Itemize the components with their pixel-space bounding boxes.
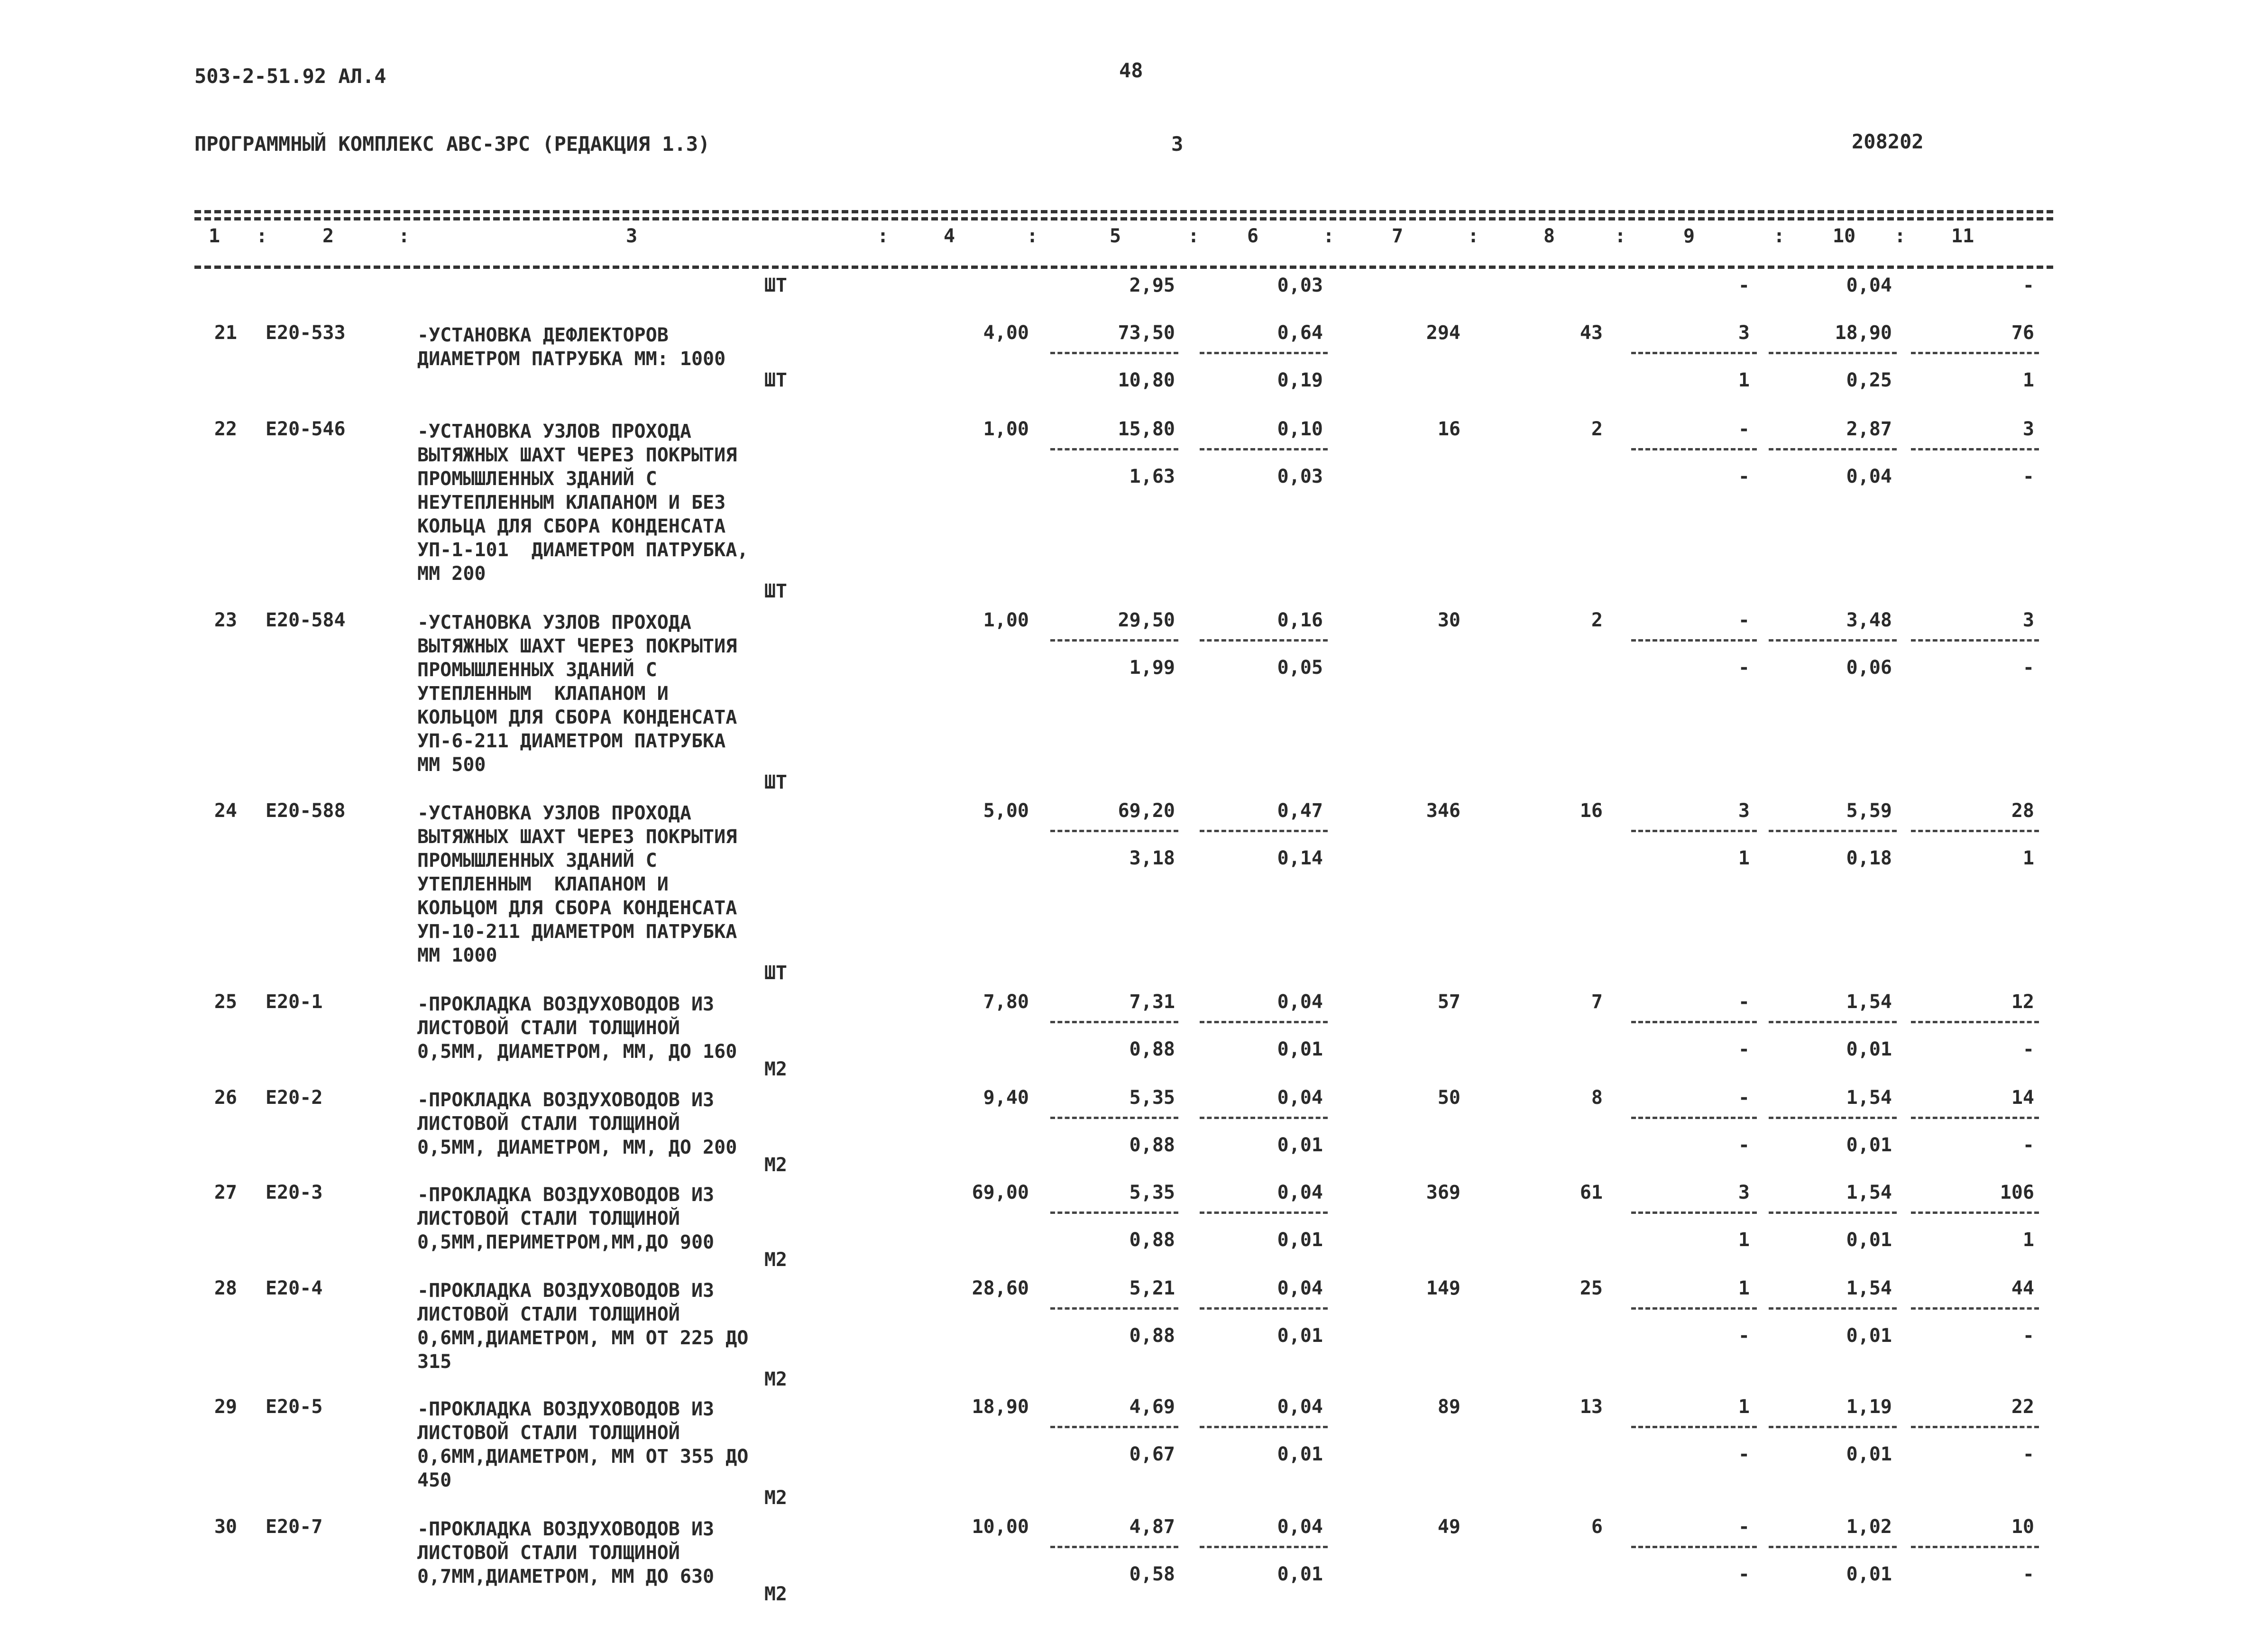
cell-c6-divider <box>1200 1546 1328 1548</box>
cell-c4-quantity: 28,60 <box>972 1277 1029 1299</box>
cell-c9-divider <box>1631 1426 1757 1428</box>
cell-c5-divider <box>1050 1307 1178 1310</box>
description-line: 315 <box>417 1351 452 1373</box>
description-line: 0,7ММ,ДИАМЕТРОМ, ММ ДО 630 <box>417 1566 715 1588</box>
cell-c11-divider <box>1911 1117 2039 1119</box>
cell-c5-wage: 0,58 <box>1129 1563 1175 1585</box>
cell-c11-second: - <box>2022 1134 2034 1156</box>
description-line: УП-6-211 ДИАМЕТРОМ ПАТРУБКА <box>417 730 726 752</box>
unit-label: М2 <box>764 1249 787 1271</box>
cell-c10-second: 0,01 <box>1846 1325 1892 1347</box>
column-separator: : <box>1894 225 1906 247</box>
cell-c9-second: - <box>1738 1443 1750 1465</box>
cell-c11: 28 <box>2011 800 2034 822</box>
cell-c11-divider <box>1911 352 2039 354</box>
row-number: 30 <box>214 1516 237 1538</box>
unit-label: ШТ <box>764 580 787 602</box>
description-line: -УСТАНОВКА УЗЛОВ ПРОХОДА <box>417 421 691 442</box>
column-header-11: 11 <box>1951 225 1974 247</box>
document-number: 208202 <box>1852 130 1924 153</box>
cell-c5-unit-cost: 5,35 <box>1129 1182 1175 1203</box>
description-line: 0,6ММ,ДИАМЕТРОМ, ММ ОТ 225 ДО <box>417 1327 749 1349</box>
cell-c4-quantity: 69,00 <box>972 1182 1029 1203</box>
cell-c4-quantity: 7,80 <box>983 991 1029 1013</box>
table-top-rule-2 <box>194 217 2053 220</box>
cell-c5-wage: 0,67 <box>1129 1443 1175 1465</box>
cell-c10-second: 0,18 <box>1846 847 1892 869</box>
cell-c6: 0,64 <box>1277 322 1323 344</box>
table-top-rule <box>194 210 2053 213</box>
cell-c9: - <box>1738 609 1750 631</box>
cell-c6-divider <box>1200 1426 1328 1428</box>
cell-c5-divider <box>1050 639 1178 642</box>
cell-c10: 1,54 <box>1846 1277 1892 1299</box>
description-line: УП-1-101 ДИАМЕТРОМ ПАТРУБКА, <box>417 539 749 561</box>
cell-c9-divider <box>1631 1117 1757 1119</box>
row-number: 29 <box>214 1396 237 1418</box>
cell-c10: 1,02 <box>1846 1516 1892 1538</box>
cell-c11: 14 <box>2011 1087 2034 1109</box>
cell-c6-second: 0,01 <box>1277 1563 1323 1585</box>
cell-c6: 0,03 <box>1277 275 1323 296</box>
cell-c11-divider <box>1911 1211 2039 1214</box>
cell-c5-divider <box>1050 830 1178 832</box>
row-number: 25 <box>214 991 237 1013</box>
cell-c6-second: 0,05 <box>1277 657 1323 679</box>
row-number: 21 <box>214 322 237 344</box>
cell-c6-divider <box>1200 448 1328 450</box>
cell-c11-divider <box>1911 639 2039 642</box>
description-line: УТЕПЛЕННЫМ КЛАПАНОМ И <box>417 683 669 705</box>
cell-c5: 2,95 <box>1129 275 1175 296</box>
cell-c10-divider <box>1769 830 1897 832</box>
cell-c10-divider <box>1769 1117 1897 1119</box>
description-line: НЕУТЕПЛЕННЫМ КЛАПАНОМ И БЕЗ <box>417 492 726 514</box>
cell-c7-total: 346 <box>1426 800 1460 822</box>
description-line: -УСТАНОВКА ДЕФЛЕКТОРОВ <box>417 324 669 346</box>
column-header-7: 7 <box>1392 225 1404 247</box>
column-separator: : <box>256 225 268 247</box>
cell-c11-second: 1 <box>2022 1229 2034 1251</box>
cell-c8: 25 <box>1579 1277 1603 1299</box>
cell-c6-second: 0,14 <box>1277 847 1323 869</box>
cell-c8: 43 <box>1579 322 1603 344</box>
cell-c4-quantity: 9,40 <box>983 1087 1029 1109</box>
cell-c10-second: 0,01 <box>1846 1563 1892 1585</box>
cell-c11: 76 <box>2011 322 2034 344</box>
description-line: -ПРОКЛАДКА ВОЗДУХОВОДОВ ИЗ <box>417 1518 715 1540</box>
cell-c11-second: - <box>2022 466 2034 487</box>
description-line: -ПРОКЛАДКА ВОЗДУХОВОДОВ ИЗ <box>417 1398 715 1420</box>
column-header-4: 4 <box>944 225 955 247</box>
cell-c6-second: 0,03 <box>1277 466 1323 487</box>
column-header-5: 5 <box>1110 225 1121 247</box>
cell-c6-second: 0,01 <box>1277 1229 1323 1251</box>
cell-c11: - <box>2022 275 2034 296</box>
column-separator: : <box>1615 225 1626 247</box>
description-line: ММ 500 <box>417 754 486 776</box>
column-header-2: 2 <box>322 225 334 247</box>
unit-label: М2 <box>764 1058 787 1080</box>
cell-c4-quantity: 1,00 <box>983 418 1029 440</box>
column-separator: : <box>1773 225 1785 247</box>
cell-c11-second: - <box>2022 1443 2034 1465</box>
cell-c10-divider <box>1769 1021 1897 1023</box>
rate-code: Е20-584 <box>266 609 346 631</box>
cell-c10-divider <box>1769 1307 1897 1310</box>
cell-c9-divider <box>1631 1021 1757 1023</box>
cell-c7-total: 49 <box>1437 1516 1460 1538</box>
cell-c7-total: 50 <box>1437 1087 1460 1109</box>
cell-c6: 0,04 <box>1277 991 1323 1013</box>
cell-c11-second: - <box>2022 657 2034 679</box>
cell-c6-second: 0,01 <box>1277 1443 1323 1465</box>
cell-c5-unit-cost: 5,35 <box>1129 1087 1175 1109</box>
cell-c8: 8 <box>1591 1087 1603 1109</box>
rate-code: Е20-2 <box>266 1087 323 1109</box>
cell-c11-divider <box>1911 448 2039 450</box>
description-line: УП-10-211 ДИАМЕТРОМ ПАТРУБКА <box>417 921 737 943</box>
description-line: ЛИСТОВОЙ СТАЛИ ТОЛЩИНОЙ <box>417 1208 680 1230</box>
unit-label: М2 <box>764 1487 787 1509</box>
cell-c6-divider <box>1200 1307 1328 1310</box>
cell-c9: - <box>1738 1516 1750 1538</box>
cell-c4-quantity: 5,00 <box>983 800 1029 822</box>
column-header-1: 1 <box>209 225 220 247</box>
row-number: 22 <box>214 418 237 440</box>
column-separator: : <box>1188 225 1200 247</box>
unit-label: ШТ <box>764 275 787 296</box>
unit-label: ШТ <box>764 369 787 391</box>
description-line: УТЕПЛЕННЫМ КЛАПАНОМ И <box>417 873 669 895</box>
cell-c5-wage: 0,88 <box>1129 1325 1175 1347</box>
cell-c9-divider <box>1631 448 1757 450</box>
cell-c9: - <box>1738 418 1750 440</box>
cell-c6: 0,04 <box>1277 1516 1323 1538</box>
cell-c10: 1,54 <box>1846 1182 1892 1203</box>
column-separator: : <box>1323 225 1335 247</box>
cell-c11-divider <box>1911 1426 2039 1428</box>
cell-c5-unit-cost: 69,20 <box>1118 800 1175 822</box>
cell-c11-second: - <box>2022 1038 2034 1060</box>
column-header-3: 3 <box>626 225 638 247</box>
cell-c10: 1,54 <box>1846 1087 1892 1109</box>
cell-c5-unit-cost: 7,31 <box>1129 991 1175 1013</box>
cell-c10: 5,59 <box>1846 800 1892 822</box>
page-number: 48 <box>1119 59 1143 82</box>
cell-c11-divider <box>1911 1307 2039 1310</box>
description-line: 0,6ММ,ДИАМЕТРОМ, ММ ОТ 355 ДО <box>417 1446 749 1468</box>
cell-c6-divider <box>1200 1211 1328 1214</box>
description-line: ВЫТЯЖНЫХ ШАХТ ЧЕРЕЗ ПОКРЫТИЯ <box>417 635 737 657</box>
cell-c11: 10 <box>2011 1516 2034 1538</box>
cell-c6-divider <box>1200 639 1328 642</box>
description-line: ВЫТЯЖНЫХ ШАХТ ЧЕРЕЗ ПОКРЫТИЯ <box>417 444 737 466</box>
column-header-8: 8 <box>1543 225 1555 247</box>
description-line: ПРОМЫШЛЕННЫХ ЗДАНИЙ С <box>417 468 657 490</box>
cell-c5-wage: 0,88 <box>1129 1229 1175 1251</box>
unit-label: М2 <box>764 1368 787 1390</box>
cell-c5-wage: 1,63 <box>1129 466 1175 487</box>
rate-code: Е20-3 <box>266 1182 323 1203</box>
cell-c7-total: 30 <box>1437 609 1460 631</box>
cell-c9-divider <box>1631 1307 1757 1310</box>
cell-c5-wage: 10,80 <box>1118 369 1175 391</box>
cell-c7-total: 149 <box>1426 1277 1460 1299</box>
cell-c5-unit-cost: 29,50 <box>1118 609 1175 631</box>
cell-c10-divider <box>1769 639 1897 642</box>
cell-c10-second: 0,01 <box>1846 1443 1892 1465</box>
description-line: КОЛЬЦОМ ДЛЯ СБОРА КОНДЕНСАТА <box>417 897 737 919</box>
cell-c10-divider <box>1769 1546 1897 1548</box>
cell-c11-divider <box>1911 1021 2039 1023</box>
column-header-6: 6 <box>1247 225 1259 247</box>
description-line: 0,5ММ, ДИАМЕТРОМ, ММ, ДО 160 <box>417 1041 737 1063</box>
cell-c5-divider <box>1050 1021 1178 1023</box>
unit-label: ШТ <box>764 962 787 984</box>
description-line: 450 <box>417 1469 452 1491</box>
cell-c9-second: - <box>1738 1325 1750 1347</box>
column-separator: : <box>398 225 410 247</box>
cell-c10-second: 0,01 <box>1846 1038 1892 1060</box>
cell-c11: 22 <box>2011 1396 2034 1418</box>
description-line: КОЛЬЦОМ ДЛЯ СБОРА КОНДЕНСАТА <box>417 707 737 728</box>
cell-c9-second: 1 <box>1738 1229 1750 1251</box>
cell-c5-unit-cost: 73,50 <box>1118 322 1175 344</box>
description-line: -ПРОКЛАДКА ВОЗДУХОВОДОВ ИЗ <box>417 1184 715 1206</box>
cell-c11: 3 <box>2022 418 2034 440</box>
description-line: -ПРОКЛАДКА ВОЗДУХОВОДОВ ИЗ <box>417 993 715 1015</box>
cell-c5-divider <box>1050 448 1178 450</box>
cell-c5-divider <box>1050 1426 1178 1428</box>
description-line: ПРОМЫШЛЕННЫХ ЗДАНИЙ С <box>417 850 657 872</box>
cell-c6-divider <box>1200 1021 1328 1023</box>
row-number: 23 <box>214 609 237 631</box>
cell-c6-divider <box>1200 1117 1328 1119</box>
cell-c8: 6 <box>1591 1516 1603 1538</box>
unit-label: М2 <box>764 1154 787 1176</box>
description-line: ПРОМЫШЛЕННЫХ ЗДАНИЙ С <box>417 659 657 681</box>
cell-c6-second: 0,01 <box>1277 1038 1323 1060</box>
cell-c9: - <box>1738 275 1750 296</box>
cell-c6: 0,47 <box>1277 800 1323 822</box>
description-line: -УСТАНОВКА УЗЛОВ ПРОХОДА <box>417 612 691 633</box>
cell-c9-second: 1 <box>1738 369 1750 391</box>
cell-c9-second: - <box>1738 466 1750 487</box>
cell-c5-divider <box>1050 1117 1178 1119</box>
rate-code: Е20-5 <box>266 1396 323 1418</box>
cell-c10-second: 0,01 <box>1846 1134 1892 1156</box>
cell-c6-divider <box>1200 830 1328 832</box>
description-line: ЛИСТОВОЙ СТАЛИ ТОЛЩИНОЙ <box>417 1422 680 1444</box>
description-line: ММ 200 <box>417 563 486 585</box>
cell-c5-unit-cost: 4,69 <box>1129 1396 1175 1418</box>
cell-c5-divider <box>1050 1546 1178 1548</box>
cell-c9: 3 <box>1738 322 1750 344</box>
cell-c9-divider <box>1631 830 1757 832</box>
cell-c5-wage: 1,99 <box>1129 657 1175 679</box>
unit-label: М2 <box>764 1583 787 1605</box>
cell-c8: 13 <box>1579 1396 1603 1418</box>
cell-c7-total: 16 <box>1437 418 1460 440</box>
description-line: -ПРОКЛАДКА ВОЗДУХОВОДОВ ИЗ <box>417 1089 715 1111</box>
cell-c9: 1 <box>1738 1396 1750 1418</box>
section-number: 3 <box>1171 132 1184 156</box>
cell-c10: 1,19 <box>1846 1396 1892 1418</box>
cell-c10-divider <box>1769 1426 1897 1428</box>
rate-code: Е20-4 <box>266 1277 323 1299</box>
column-header-10: 10 <box>1833 225 1856 247</box>
cell-c6-second: 0,19 <box>1277 369 1323 391</box>
cell-c6: 0,04 <box>1277 1277 1323 1299</box>
row-number: 26 <box>214 1087 237 1109</box>
document-code: 503-2-51.92 АЛ.4 <box>194 64 386 88</box>
table-header-rule <box>194 266 2053 269</box>
cell-c8: 2 <box>1591 418 1603 440</box>
description-line: ДИАМЕТРОМ ПАТРУБКА ММ: 1000 <box>417 348 726 370</box>
description-line: -УСТАНОВКА УЗЛОВ ПРОХОДА <box>417 802 691 824</box>
row-number: 24 <box>214 800 237 822</box>
cell-c9-divider <box>1631 639 1757 642</box>
cell-c10: 1,54 <box>1846 991 1892 1013</box>
cell-c7-total: 369 <box>1426 1182 1460 1203</box>
cell-c7-total: 57 <box>1437 991 1460 1013</box>
cell-c5-divider <box>1050 352 1178 354</box>
cell-c6-second: 0,01 <box>1277 1325 1323 1347</box>
cell-c5-wage: 3,18 <box>1129 847 1175 869</box>
cell-c9: - <box>1738 1087 1750 1109</box>
description-line: ЛИСТОВОЙ СТАЛИ ТОЛЩИНОЙ <box>417 1113 680 1135</box>
cell-c5-wage: 0,88 <box>1129 1134 1175 1156</box>
cell-c9-divider <box>1631 1211 1757 1214</box>
cell-c6: 0,04 <box>1277 1087 1323 1109</box>
cell-c6: 0,04 <box>1277 1182 1323 1203</box>
description-line: ЛИСТОВОЙ СТАЛИ ТОЛЩИНОЙ <box>417 1542 680 1564</box>
description-line: -ПРОКЛАДКА ВОЗДУХОВОДОВ ИЗ <box>417 1280 715 1302</box>
cell-c11: 106 <box>2000 1182 2034 1203</box>
cell-c11-second: - <box>2022 1563 2034 1585</box>
cell-c5-unit-cost: 4,87 <box>1129 1516 1175 1538</box>
cell-c9: 3 <box>1738 1182 1750 1203</box>
cell-c5-unit-cost: 5,21 <box>1129 1277 1175 1299</box>
cell-c8: 2 <box>1591 609 1603 631</box>
cell-c11-divider <box>1911 1546 2039 1548</box>
cell-c6: 0,16 <box>1277 609 1323 631</box>
description-line: ВЫТЯЖНЫХ ШАХТ ЧЕРЕЗ ПОКРЫТИЯ <box>417 826 737 848</box>
cell-c6: 0,04 <box>1277 1396 1323 1418</box>
description-line: ММ 1000 <box>417 945 497 966</box>
cell-c11: 3 <box>2022 609 2034 631</box>
cell-c6: 0,10 <box>1277 418 1323 440</box>
cell-c9-second: 1 <box>1738 847 1750 869</box>
cell-c11: 12 <box>2011 991 2034 1013</box>
cell-c5-wage: 0,88 <box>1129 1038 1175 1060</box>
column-separator: : <box>1027 225 1038 247</box>
program-title: ПРОГРАММНЫЙ КОМПЛЕКС АВС-ЗРС (РЕДАКЦИЯ 1.3) <box>194 132 710 156</box>
cell-c10-divider <box>1769 352 1897 354</box>
cell-c11-divider <box>1911 830 2039 832</box>
cell-c4-quantity: 18,90 <box>972 1396 1029 1418</box>
rate-code: Е20-533 <box>266 322 346 344</box>
cell-c10-divider <box>1769 448 1897 450</box>
cell-c7-total: 89 <box>1437 1396 1460 1418</box>
description-line: ЛИСТОВОЙ СТАЛИ ТОЛЩИНОЙ <box>417 1303 680 1325</box>
cell-c9-divider <box>1631 1546 1757 1548</box>
cell-c9-second: - <box>1738 1563 1750 1585</box>
row-number: 27 <box>214 1182 237 1203</box>
row-number: 28 <box>214 1277 237 1299</box>
cell-c10: 18,90 <box>1835 322 1892 344</box>
cell-c6-divider <box>1200 352 1328 354</box>
description-line: 0,5ММ,ПЕРИМЕТРОМ,ММ,ДО 900 <box>417 1231 715 1253</box>
cell-c10-divider <box>1769 1211 1897 1214</box>
cell-c9: - <box>1738 991 1750 1013</box>
rate-code: Е20-1 <box>266 991 323 1013</box>
cell-c10-second: 0,06 <box>1846 657 1892 679</box>
cell-c11-second: 1 <box>2022 369 2034 391</box>
cell-c4-quantity: 10,00 <box>972 1516 1029 1538</box>
cell-c4-quantity: 1,00 <box>983 609 1029 631</box>
cell-c8: 16 <box>1579 800 1603 822</box>
rate-code: Е20-588 <box>266 800 346 822</box>
column-separator: : <box>1468 225 1479 247</box>
rate-code: Е20-546 <box>266 418 346 440</box>
cell-c5-divider <box>1050 1211 1178 1214</box>
column-separator: : <box>877 225 889 247</box>
cell-c6-second: 0,01 <box>1277 1134 1323 1156</box>
cell-c10: 3,48 <box>1846 609 1892 631</box>
cell-c10-second: 0,01 <box>1846 1229 1892 1251</box>
cell-c9-divider <box>1631 352 1757 354</box>
rate-code: Е20-7 <box>266 1516 323 1538</box>
column-header-9: 9 <box>1683 225 1695 247</box>
cell-c8: 7 <box>1591 991 1603 1013</box>
cell-c9-second: - <box>1738 1038 1750 1060</box>
cell-c4-quantity: 4,00 <box>983 322 1029 344</box>
cell-c8: 61 <box>1579 1182 1603 1203</box>
description-line: КОЛЬЦА ДЛЯ СБОРА КОНДЕНСАТА <box>417 515 726 537</box>
cell-c10: 0,04 <box>1846 275 1892 296</box>
cell-c9: 3 <box>1738 800 1750 822</box>
cell-c10: 2,87 <box>1846 418 1892 440</box>
description-line: ЛИСТОВОЙ СТАЛИ ТОЛЩИНОЙ <box>417 1017 680 1039</box>
cell-c11: 44 <box>2011 1277 2034 1299</box>
cell-c9: 1 <box>1738 1277 1750 1299</box>
cell-c10-second: 0,04 <box>1846 466 1892 487</box>
cell-c11-second: - <box>2022 1325 2034 1347</box>
cell-c10-second: 0,25 <box>1846 369 1892 391</box>
unit-label: ШТ <box>764 771 787 793</box>
cell-c9-second: - <box>1738 1134 1750 1156</box>
cell-c9-second: - <box>1738 657 1750 679</box>
cell-c7-total: 294 <box>1426 322 1460 344</box>
cell-c11-second: 1 <box>2022 847 2034 869</box>
cell-c5-unit-cost: 15,80 <box>1118 418 1175 440</box>
description-line: 0,5ММ, ДИАМЕТРОМ, ММ, ДО 200 <box>417 1137 737 1158</box>
